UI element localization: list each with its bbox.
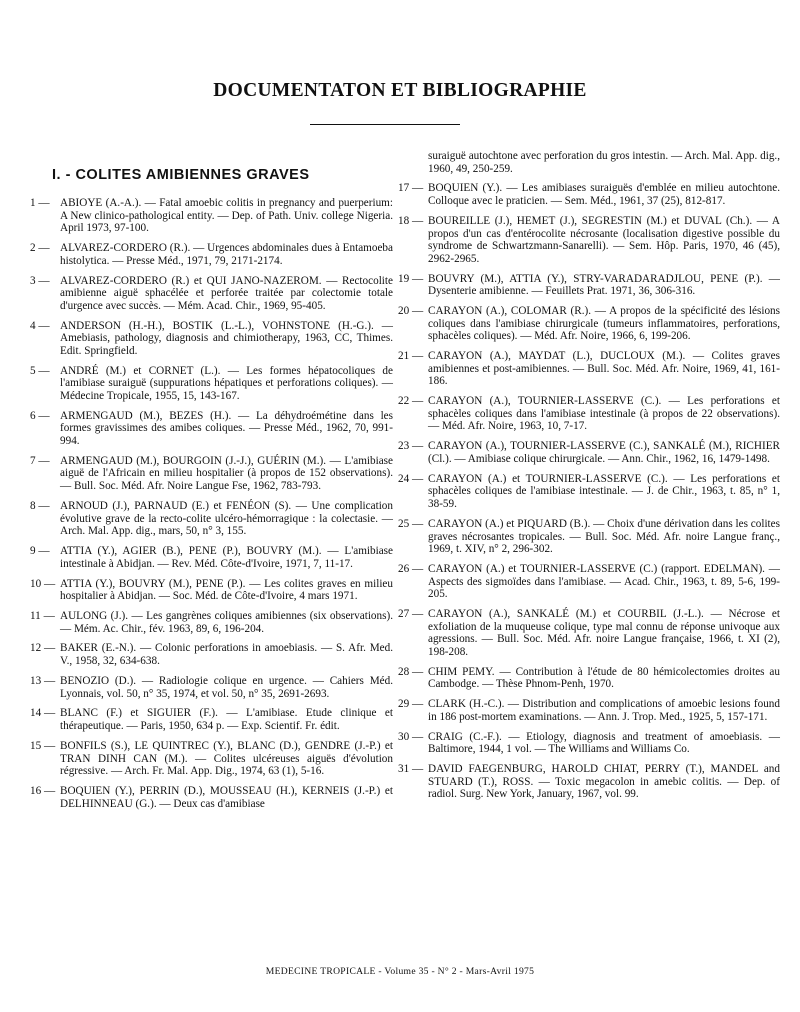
reference-text: CARAYON (A.) et TOURNIER-LASSERVE (C.) (rapport. EDELMAN). — Aspects des sigmoïdes dans l'amibiase. — Acad. Chir., 1963, t. 89, 5-6, 199-205. bbox=[428, 563, 780, 601]
reference-number: 29 — bbox=[398, 698, 424, 711]
reference-text: ALVAREZ-CORDERO (R.) et QUI JANO-NAZEROM. — Rectocolite amibienne aiguë sphacélée et perforée traitée par colectomie totale d'urgence avec succès. — Mém. Acad. Chir., 1969, 95-405. bbox=[60, 274, 393, 312]
reference-entry bbox=[30, 707, 393, 732]
reference-number: 17 — bbox=[398, 182, 424, 195]
reference-number: 16 — bbox=[30, 785, 56, 798]
reference-text: ARMENGAUD (M.), BEZES (H.). — La déhydroémétine dans les formes gravissimes des amibes coliques. — Presse Méd., 1962, 70, 991-994. bbox=[60, 409, 393, 447]
reference-text: DAVID FAEGENBURG, HAROLD CHIAT, PERRY (T.), MANDEL and STUARD (T.), ROSS. — Toxic megacolon in amebic colitis. — Dep. of radiol. Surg. New York, January, 1967, vol. 99. bbox=[428, 763, 780, 801]
title-divider bbox=[310, 124, 460, 125]
page-footer: MEDECINE TROPICALE - Volume 35 - N° 2 - Mars-Avril 1975 bbox=[265, 966, 535, 977]
reference-text: ANDRÉ (M.) et CORNET (L.). — Les formes hépatocoliques de l'amibiase suraiguë (suppurations hépatiques et perforations coliques). — Médecine Tropicale, 1955, 15, 143-167. bbox=[60, 364, 393, 402]
reference-entry bbox=[398, 698, 780, 723]
reference-text: ABIOYE (A.-A.). — Fatal amoebic colitis in pregnancy and puerperium: A New clinico-pathological entity. — Dep. of Path. Univ. college Nigeria. April 1973, 97-100. bbox=[60, 197, 393, 235]
reference-entry bbox=[30, 410, 393, 448]
reference-number: 11 — bbox=[30, 610, 55, 622]
reference-number: 25 — bbox=[398, 517, 424, 530]
reference-entry bbox=[30, 610, 393, 635]
reference-text: ALVAREZ-CORDERO (R.). — Urgences abdominales dues à Entamoeba histolytica. — Presse Méd., 1971, 79, 2171-2174. bbox=[60, 242, 393, 267]
reference-entry bbox=[398, 731, 780, 756]
reference-number: 9 — bbox=[30, 545, 50, 558]
reference-text: BENOZIO (D.). — Radiologie colique en urgence. — Cahiers Méd. Lyonnais, vol. 50, n° 35, 1974, et vol. 50, n° 35, 2691-2693. bbox=[60, 674, 393, 700]
reference-text: BONFILS (S.), LE QUINTREC (Y.), BLANC (D.), GENDRE (J.-P.) et TRAN DINH CAN (M.). — Colites ulcéreuses aiguës d'évolution régressive. — Arch. Fr. Mal. App. Dig., 1974, 63 (1), 5-16. bbox=[60, 739, 393, 778]
reference-entry bbox=[30, 642, 393, 667]
reference-entry bbox=[398, 440, 780, 465]
reference-number: 5 — bbox=[30, 364, 50, 377]
reference-text: CLARK (H.-C.). — Distribution and complications of amoebic lesions found in 186 post-mortem examinations. — Ann. J. Trop. Med., 1925, 5, 157-171. bbox=[428, 698, 780, 723]
reference-number: 1 — bbox=[30, 197, 50, 209]
reference-text: CARAYON (A.), COLOMAR (R.). — A propos de la spécificité des lésions coliques dans l'amibiase chirurgicale (tumeurs inflammatoires, perforations, sphacèles coliques). — Méd. Afr. Noire, 1966, 6, 199-206. bbox=[428, 305, 780, 343]
reference-text: AULONG (J.). — Les gangrènes coliques amibiennes (six observations). — Mém. Ac. Chir., fév. 1963, 89, 6, 196-204. bbox=[60, 610, 393, 635]
left-column bbox=[30, 166, 393, 818]
reference-entry bbox=[398, 395, 780, 433]
reference-entry bbox=[398, 182, 780, 207]
reference-entry bbox=[30, 740, 393, 778]
reference-entry bbox=[30, 275, 393, 313]
reference-entry bbox=[398, 608, 780, 658]
reference-entry bbox=[398, 563, 780, 601]
reference-text: ARNOUD (J.), PARNAUD (E.) et FENÉON (S). — Une complication évolutive grave de la recto-colite ulcéro-hémorragique : la colectasie. — Arch. Mal. App. dig., mars, 50, n° 3, 155. bbox=[60, 499, 393, 538]
reference-entry bbox=[398, 215, 780, 265]
reference-text: CARAYON (A.) et PIQUARD (B.). — Choix d'une dérivation dans les colites graves nécrosantes tropicales. — Bull. Soc. Méd. Afr. noire Langue franç., 1969, t. XIV, n° 2, 296-302. bbox=[428, 517, 780, 556]
reference-number: 6 — bbox=[30, 409, 50, 422]
reference-text: BOQUIEN (Y.). — Les amibiases suraiguës d'emblée en milieu autochtone. Colloque avec le praticien. — Sem. Méd., 1961, 37 (25), 812-817. bbox=[428, 182, 780, 208]
reference-text: CHIM PEMY. — Contribution à l'étude de 80 hémicolectomies droites au Cambodge. — Thèse Phnom-Penh, 1970. bbox=[428, 665, 780, 691]
reference-text: ARMENGAUD (M.), BOURGOIN (J.-J.), GUÉRIN (M.). — L'amibiase aiguë de l'Africain en milieu hospitalier (à propos de 152 observations). — Bull. Soc. Méd. Afr. Noire Langue Fse, 1962, 783-793. bbox=[60, 454, 393, 493]
reference-list-left bbox=[30, 197, 393, 810]
reference-entry bbox=[30, 545, 393, 570]
reference-text: CRAIG (C.-F.). — Etiology, diagnosis and treatment of amoebiasis. — Baltimore, 1944, 1 vol. — The Williams and Williams Co. bbox=[428, 730, 780, 756]
reference-number: 27 — bbox=[398, 608, 424, 621]
reference-text: ATTIA (Y.), BOUVRY (M.), PENE (P.). — Les colites graves en milieu hospitalier à Abidjan. — Soc. Méd. de Côte-d'Ivoire, 4 mars 1971. bbox=[60, 577, 393, 603]
reference-entry bbox=[30, 578, 393, 603]
reference-entry bbox=[398, 473, 780, 511]
reference-text: CARAYON (A.), SANKALÉ (M.) et COURBIL (J.-L.). — Nécrose et exfoliation de la muqueuse colique, type mal connu de réponse univoque aux agressions. — Bull. Soc. Méd. Afr. noire Langue française, 1966, t. XI (2), 198-208. bbox=[428, 608, 780, 658]
reference-entry bbox=[398, 666, 780, 691]
reference-entry bbox=[398, 350, 780, 388]
reference-text: ATTIA (Y.), AGIER (B.), PENE (P.), BOUVRY (M.). — L'amibiase intestinale à Abidjan. — Rev. Méd. Côte-d'Ivoire, 1971, 7, 11-17. bbox=[60, 545, 393, 570]
reference-number: 23 — bbox=[398, 440, 424, 453]
reference-number: 10 — bbox=[30, 577, 56, 590]
reference-text: CARAYON (A.), MAYDAT (L.), DUCLOUX (M.). — Colites graves amibiennes et post-amibiennes. — Bull. Soc. Méd. Afr. Noire, 1969, 41, 161-186. bbox=[428, 350, 780, 388]
right-column bbox=[398, 150, 780, 808]
reference-text: CARAYON (A.), TOURNIER-LASSERVE (C.). — Les perforations et sphacèles coliques dans l'amibiase intestinale (à propos de 22 observations). — Méd. Afr. Noire, 1963, 10, 7-17. bbox=[428, 395, 780, 433]
reference-text: CARAYON (A.), TOURNIER-LASSERVE (C.), SANKALÉ (M.), RICHIER (Cl.). — Amibiase colique chirurgicale. — Ann. Chir., 1962, 16, 1479-1498. bbox=[428, 440, 780, 465]
reference-text: BOQUIEN (Y.), PERRIN (D.), MOUSSEAU (H.), KERNEIS (J.-P.) et DELHINNEAU (G.). — Deux cas d'amibiase bbox=[60, 785, 393, 810]
reference-number: 3 — bbox=[30, 274, 50, 287]
reference-entry bbox=[30, 455, 393, 493]
reference-number: 13 — bbox=[30, 674, 56, 687]
reference-number: 18 — bbox=[398, 214, 424, 227]
reference-number: 28 — bbox=[398, 665, 424, 678]
reference-number: 19 — bbox=[398, 272, 424, 285]
reference-list-right bbox=[398, 182, 780, 801]
reference-text: BAKER (E.-N.). — Colonic perforations in amoebiasis. — S. Afr. Med. V., 1958, 32, 634-638. bbox=[60, 642, 393, 668]
reference-number: 4 — bbox=[30, 319, 50, 332]
reference-text: ANDERSON (H.-H.), BOSTIK (L.-L.), VOHNSTONE (H.-G.). — Amebiasis, pathology, diagnosis and chimiotherapy, 1963, CC, Thimes. Edit. Springfield. bbox=[60, 319, 393, 357]
reference-text: BLANC (F.) et SIGUIER (F.). — L'amibiase. Etude clinique et thérapeutique. — Paris, 1950, 634 p. — Exp. Scientif. Fr. édit. bbox=[60, 707, 393, 733]
reference-entry bbox=[30, 320, 393, 358]
reference-entry bbox=[30, 242, 393, 267]
reference-number: 20 — bbox=[398, 305, 424, 318]
reference-entry bbox=[30, 365, 393, 403]
reference-entry bbox=[30, 197, 393, 235]
reference-entry bbox=[398, 273, 780, 298]
reference-number: 22 — bbox=[398, 395, 424, 408]
reference-entry bbox=[398, 305, 780, 343]
reference-entry bbox=[398, 763, 780, 801]
reference-number: 14 — bbox=[30, 707, 56, 720]
reference-entry bbox=[30, 785, 393, 810]
reference-entry bbox=[30, 675, 393, 700]
continued-reference-text: suraiguë autochtone avec perforation du gros intestin. — Arch. Mal. App. dig., 1960, 49, 250-259. bbox=[428, 150, 781, 175]
section-heading: I. - COLITES AMIBIENNES GRAVES bbox=[52, 167, 310, 183]
reference-number: 21 — bbox=[398, 350, 424, 363]
reference-number: 8 — bbox=[30, 499, 50, 512]
reference-number: 7 — bbox=[30, 454, 50, 467]
reference-entry bbox=[30, 500, 393, 538]
reference-number: 12 — bbox=[30, 642, 56, 655]
reference-number: 26 — bbox=[398, 563, 424, 575]
reference-number: 30 — bbox=[398, 730, 424, 743]
reference-number: 24 — bbox=[398, 472, 424, 485]
reference-number: 15 — bbox=[30, 739, 56, 752]
page-title: DOCUMENTATON ET BIBLIOGRAPHIE bbox=[213, 80, 587, 101]
reference-number: 31 — bbox=[398, 763, 424, 776]
reference-text: BOUVRY (M.), ATTIA (Y.), STRY-VARADARADJLOU, PENE (P.). — Dysenterie amibienne. — Feuillets Prat. 1971, 36, 306-316. bbox=[428, 272, 780, 298]
reference-text: CARAYON (A.) et TOURNIER-LASSERVE (C.). — Les perforations et sphacèles coliques de l'amibiase intestinale. — J. de Chir., 1963, t. 85, n° 1, 38-59. bbox=[428, 472, 780, 511]
reference-text: BOUREILLE (J.), HEMET (J.), SEGRESTIN (M.) et DUVAL (Ch.). — A propos d'un cas d'entérocolite nécrosante (localisation digestive possible du syndrome de Schwartzmann-Sanarelli). — Sem. Hôp. Paris, 1970, 46 (45), 2962-2965. bbox=[428, 214, 780, 265]
reference-entry bbox=[398, 518, 780, 556]
reference-number: 2 — bbox=[30, 242, 50, 255]
